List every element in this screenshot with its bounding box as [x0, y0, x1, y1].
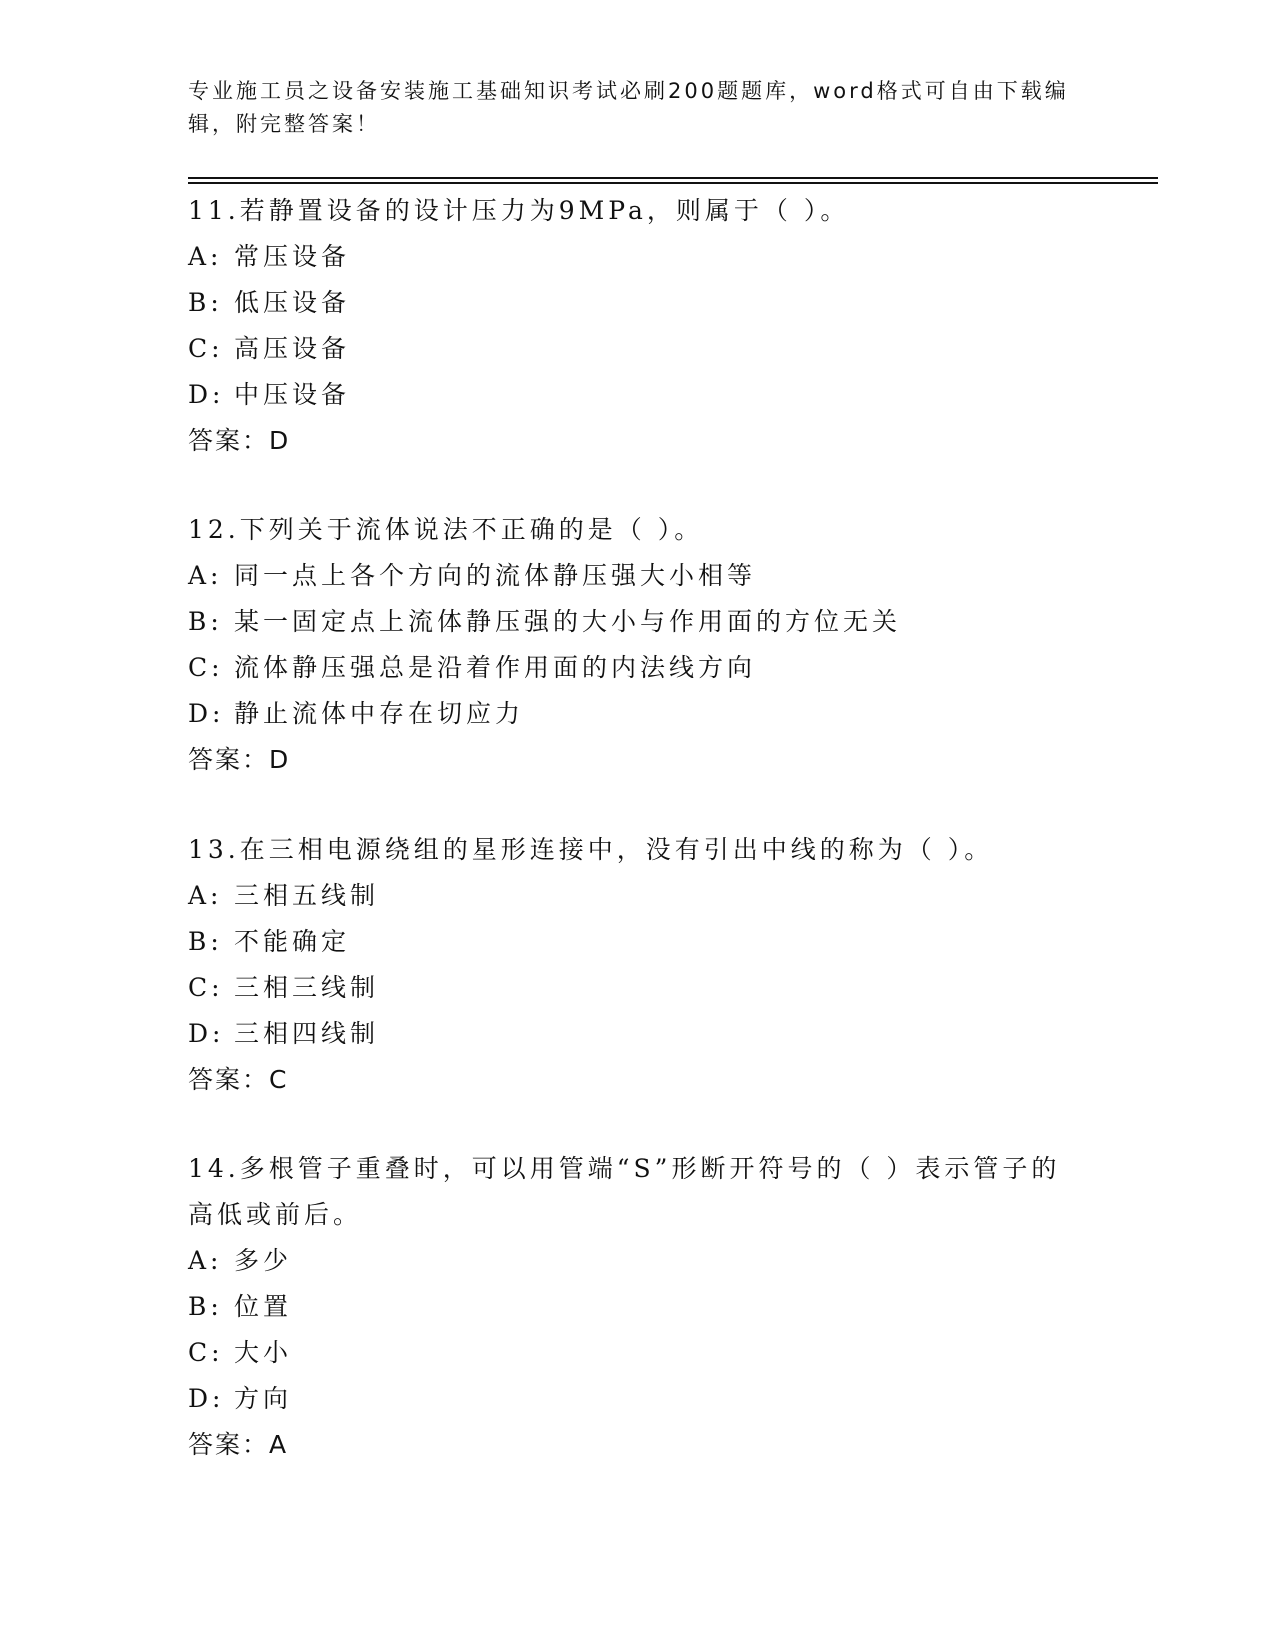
- option-text: 同一点上各个方向的流体静压强大小相等: [234, 561, 757, 590]
- option-c: [188, 326, 1088, 372]
- question-12: [188, 507, 1088, 783]
- question-14: [188, 1146, 1088, 1468]
- option-text: 某一固定点上流体静压强的大小与作用面的方位无关: [234, 607, 902, 636]
- option-b: [188, 1284, 1088, 1330]
- question-11: [188, 188, 1088, 464]
- answer: 答案：D: [188, 426, 291, 455]
- option-b: [188, 280, 1088, 326]
- option-letter: B:: [188, 607, 223, 636]
- option-text: 多少: [234, 1246, 293, 1275]
- option-letter: B:: [188, 927, 223, 956]
- option-text: 流体静压强总是沿着作用面的内法线方向: [234, 653, 757, 682]
- option-d: [188, 372, 1088, 418]
- option-letter: B:: [188, 288, 223, 317]
- option-text: 三相三线制: [234, 973, 380, 1002]
- option-text: 三相四线制: [234, 1019, 380, 1048]
- option-c: [188, 645, 1088, 691]
- option-letter: A:: [188, 561, 223, 590]
- option-a: [188, 873, 1088, 919]
- option-letter: B:: [188, 1292, 223, 1321]
- option-letter: A:: [188, 242, 223, 271]
- option-a: [188, 553, 1088, 599]
- option-text: 位置: [234, 1292, 293, 1321]
- option-text: 三相五线制: [234, 881, 380, 910]
- option-text: 高压设备: [234, 334, 351, 363]
- option-letter: C:: [188, 1338, 224, 1367]
- option-letter: C:: [188, 653, 224, 682]
- question-stem: 12.下列关于流体说法不正确的是（ ）。: [188, 515, 704, 544]
- option-text: 静止流体中存在切应力: [234, 699, 525, 728]
- option-letter: D:: [188, 1019, 225, 1048]
- option-letter: A:: [188, 881, 223, 910]
- answer: 答案：D: [188, 745, 291, 774]
- option-text: 方向: [234, 1384, 293, 1413]
- answer: 答案：C: [188, 1065, 289, 1094]
- option-d: [188, 1011, 1088, 1057]
- option-text: 中压设备: [234, 380, 351, 409]
- option-b: [188, 599, 1088, 645]
- question-stem: 14.多根管子重叠时，可以用管端“S”形断开符号的（ ）表示管子的高低或前后。: [188, 1154, 1061, 1229]
- option-a: [188, 1238, 1088, 1284]
- option-text: 常压设备: [234, 242, 351, 271]
- option-a: [188, 234, 1088, 280]
- option-text: 不能确定: [234, 927, 351, 956]
- option-c: [188, 1330, 1088, 1376]
- option-text: 大小: [234, 1338, 293, 1367]
- option-text: 低压设备: [234, 288, 351, 317]
- option-c: [188, 965, 1088, 1011]
- answer: 答案：A: [188, 1430, 289, 1459]
- option-d: [188, 691, 1088, 737]
- question-stem: 13.在三相电源绕组的星形连接中，没有引出中线的称为（ ）。: [188, 835, 994, 864]
- question-stem: 11.若静置设备的设计压力为9MPa，则属于（ ）。: [188, 196, 850, 225]
- option-letter: A:: [188, 1246, 223, 1275]
- question-13: [188, 827, 1088, 1103]
- option-letter: D:: [188, 380, 225, 409]
- header-divider-top: [188, 177, 1158, 179]
- option-letter: C:: [188, 973, 224, 1002]
- document-header: 专业施工员之设备安装施工基础知识考试必刷200题题库，word格式可自由下载编辑，附完整答案！: [188, 79, 1069, 136]
- option-letter: D:: [188, 1384, 225, 1413]
- option-d: [188, 1376, 1088, 1422]
- header-divider-bottom: [188, 182, 1158, 184]
- option-letter: D:: [188, 699, 225, 728]
- option-letter: C:: [188, 334, 224, 363]
- option-b: [188, 919, 1088, 965]
